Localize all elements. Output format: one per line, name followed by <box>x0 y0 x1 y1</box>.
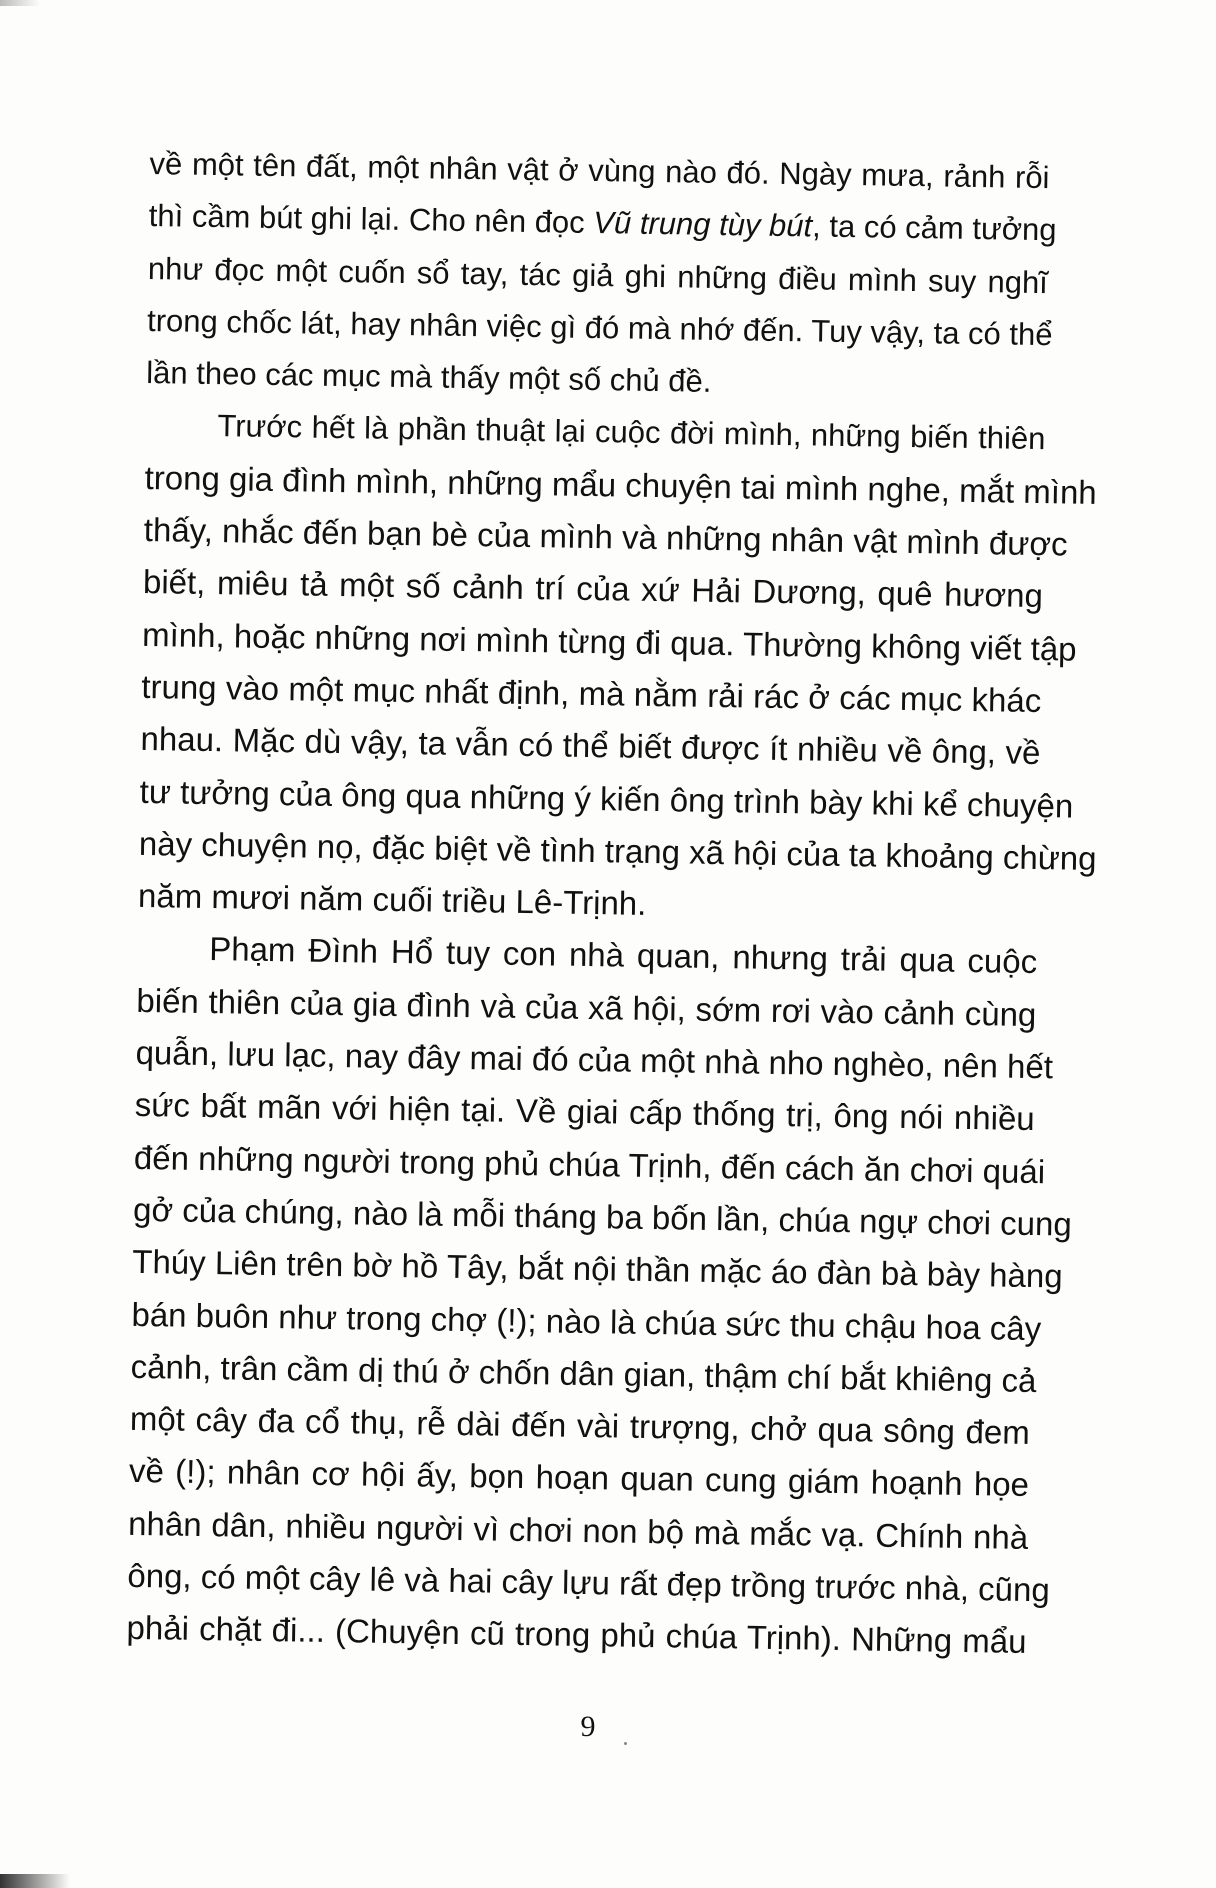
book-title: Vũ trung tùy bút <box>593 205 813 244</box>
text-line: phải chặt đi... (Chuyện cũ trong phủ chúa Trịnh). Những mẩu <box>126 1609 1027 1661</box>
text-line: nhau. Mặc dù vậy, ta vẫn có thể biết được ít nhiều về ông, về <box>140 720 1041 772</box>
text-line: Thúy Liên trên bờ hồ Tây, bắt nội thần mặc áo đàn bà bày hàng <box>132 1243 1063 1295</box>
text-line: tư tưởng của ông qua những ý kiến ông trình bày khi kể chuyện <box>139 772 1074 825</box>
text-line: lần theo các mục mà thấy một số chủ đề. <box>146 355 712 400</box>
text-segment: , ta có cảm tưởng <box>811 208 1057 248</box>
text-line: cảnh, trân cầm dị thú ở chốn dân gian, thậm chí bắt khiêng cả <box>130 1347 1037 1399</box>
text-line: này chuyện nọ, đặc biệt về tình trạng xã hội của ta khoảng chừng <box>138 824 1097 877</box>
text-line: trong chốc lát, hay nhân việc gì đó mà nhớ đến. Tuy vậy, ta có thể <box>146 302 1053 353</box>
body-text <box>126 138 1098 1669</box>
text-line: gở của chúng, nào là mỗi tháng ba bốn lần, chúa ngự chơi cung <box>132 1190 1073 1243</box>
text-line: mình, hoặc những nơi mình từng đi qua. Thường không viết tập <box>141 615 1077 668</box>
scan-speck <box>624 1742 627 1745</box>
text-line: năm mươi năm cuối triều Lê-Trịnh. <box>137 877 647 923</box>
text-line: về (!); nhân cơ hội ấy, bọn hoạn quan cung giám hoạnh họe <box>128 1452 1030 1504</box>
text-line: quẫn, lưu lạc, nay đây mai đó của một nhà nho nghèo, nên hết <box>135 1033 1054 1086</box>
text-line: nhân dân, nhiều người vì chơi non bộ mà mắc vạ. Chính nhà <box>127 1504 1029 1556</box>
text-line: ông, có một cây lê và hai cây lựu rất đẹp trồng trước nhà, cũng <box>127 1556 1051 1609</box>
text-line: trung vào một mục nhất định, mà nằm rải rác ở các mục khác <box>141 667 1042 720</box>
text-line: Trước hết là phần thuật lại cuộc đời mình, những biến thiên <box>217 408 1046 457</box>
text-line: Phạm Đình Hổ tuy con nhà quan, nhưng trải qua cuộc <box>208 930 1038 981</box>
text-line: biến thiên của gia đình và của xã hội, sớm rơi vào cảnh cùng <box>136 981 1037 1033</box>
text-line: trong gia đình mình, những mẩu chuyện tai mình nghe, mắt mình <box>144 458 1098 511</box>
text-line: sức bất mãn với hiện tại. Về giai cấp thống trị, ông nói nhiều <box>134 1086 1035 1138</box>
text-line: biết, miêu tả một số cảnh trí của xứ Hải Dương, quê hương <box>142 563 1044 615</box>
page-number: 9 <box>580 1710 596 1743</box>
scan-edge-mark <box>0 0 40 6</box>
text-line: một cây đa cổ thụ, rễ dài đến vài trượng, chở qua sông đem <box>129 1399 1031 1452</box>
text-segment: thì cầm bút ghi lại. Cho nên đọc <box>148 198 594 241</box>
text-line: về một tên đất, một nhân vật ở vùng nào đó. Ngày mưa, rảnh rỗi <box>149 145 1050 196</box>
text-line: như đọc một cuốn sổ tay, tác giả ghi những điều mình suy nghĩ <box>147 250 1049 300</box>
text-line: thấy, nhắc đến bạn bè của mình và những nhân vật mình được <box>143 511 1068 563</box>
text-line: đến những người trong phủ chúa Trịnh, đến cách ăn chơi quái <box>133 1138 1046 1190</box>
scan-edge-mark <box>0 1874 70 1888</box>
text-line: bán buôn như trong chợ (!); nào là chúa sức thu chậu hoa cây <box>131 1295 1042 1347</box>
